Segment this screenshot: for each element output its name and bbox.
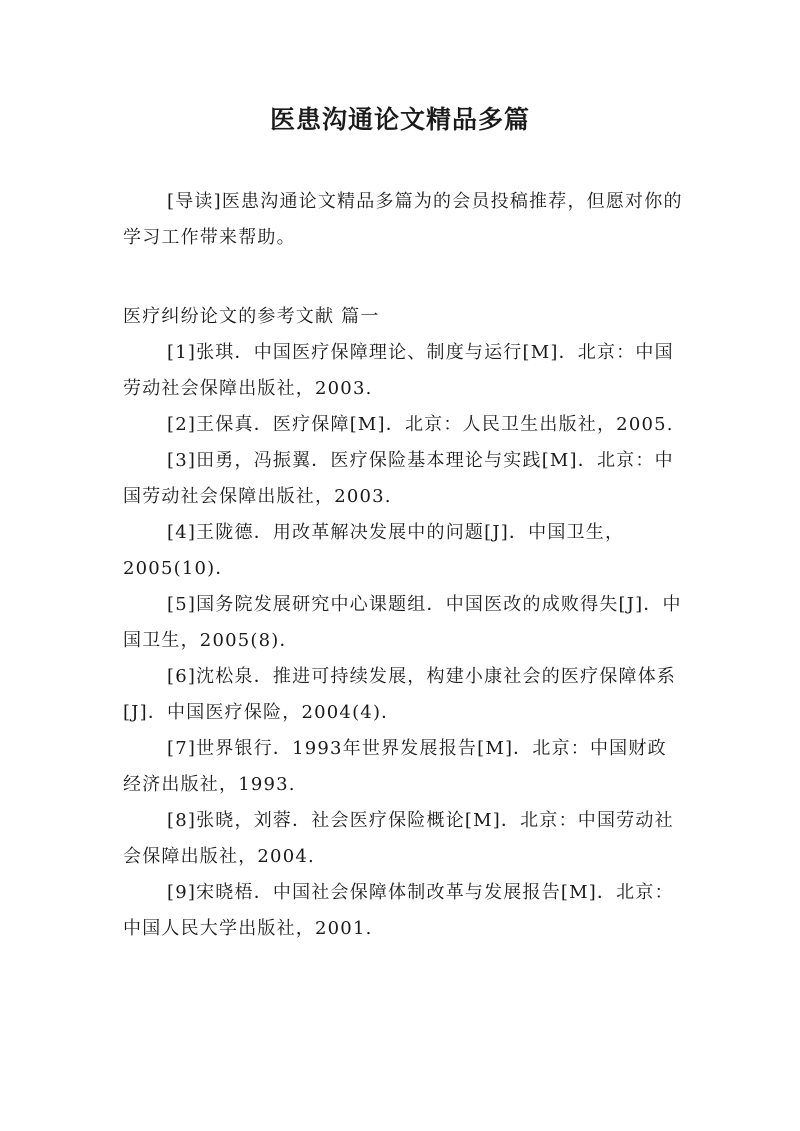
reference-item: [1]张琪．中国医疗保障理论、制度与运行[M]．北京：中国劳动社会保障出版社，2003. [123,342,674,399]
section-heading: 医疗纠纷论文的参考文献 篇一 [123,306,380,327]
reference-item: [5]国务院发展研究中心课题组．中国医改的成败得失[J]．中国卫生，2005(8)． [123,594,682,651]
intro-paragraph: [导读]医患沟通论文精品多篇为的会员投稿推荐，但愿对你的学习工作带来帮助。 [123,191,683,248]
reference-item: [2]王保真．医疗保障[M]．北京：人民卫生出版社，2005. [167,414,674,435]
reference-item: [7]世界银行．1993年世界发展报告[M]．北京：中国财政经济出版社，1993. [123,738,667,795]
reference-item: [3]田勇，冯振翼．医疗保险基本理论与实践[M]．北京：中国劳动社会保障出版社，2003. [123,450,674,507]
reference-item: [6]沈松泉．推进可持续发展，构建小康社会的医疗保障体系[J]．中国医疗保险，2004(4)． [123,666,677,723]
reference-item: [4]王陇德．用改革解决发展中的问题[J]．中国卫生，2005(10)． [123,522,625,579]
document-title: 医患沟通论文精品多篇 [269,105,530,134]
reference-item: [8]张晓，刘蓉．社会医疗保险概论[M]．北京：中国劳动社会保障出版社，2004. [123,810,674,867]
reference-list [123,335,683,947]
reference-item: [9]宋晓梧．中国社会保障体制改革与发展报告[M]．北京：中国人民大学出版社，2001. [123,882,674,939]
